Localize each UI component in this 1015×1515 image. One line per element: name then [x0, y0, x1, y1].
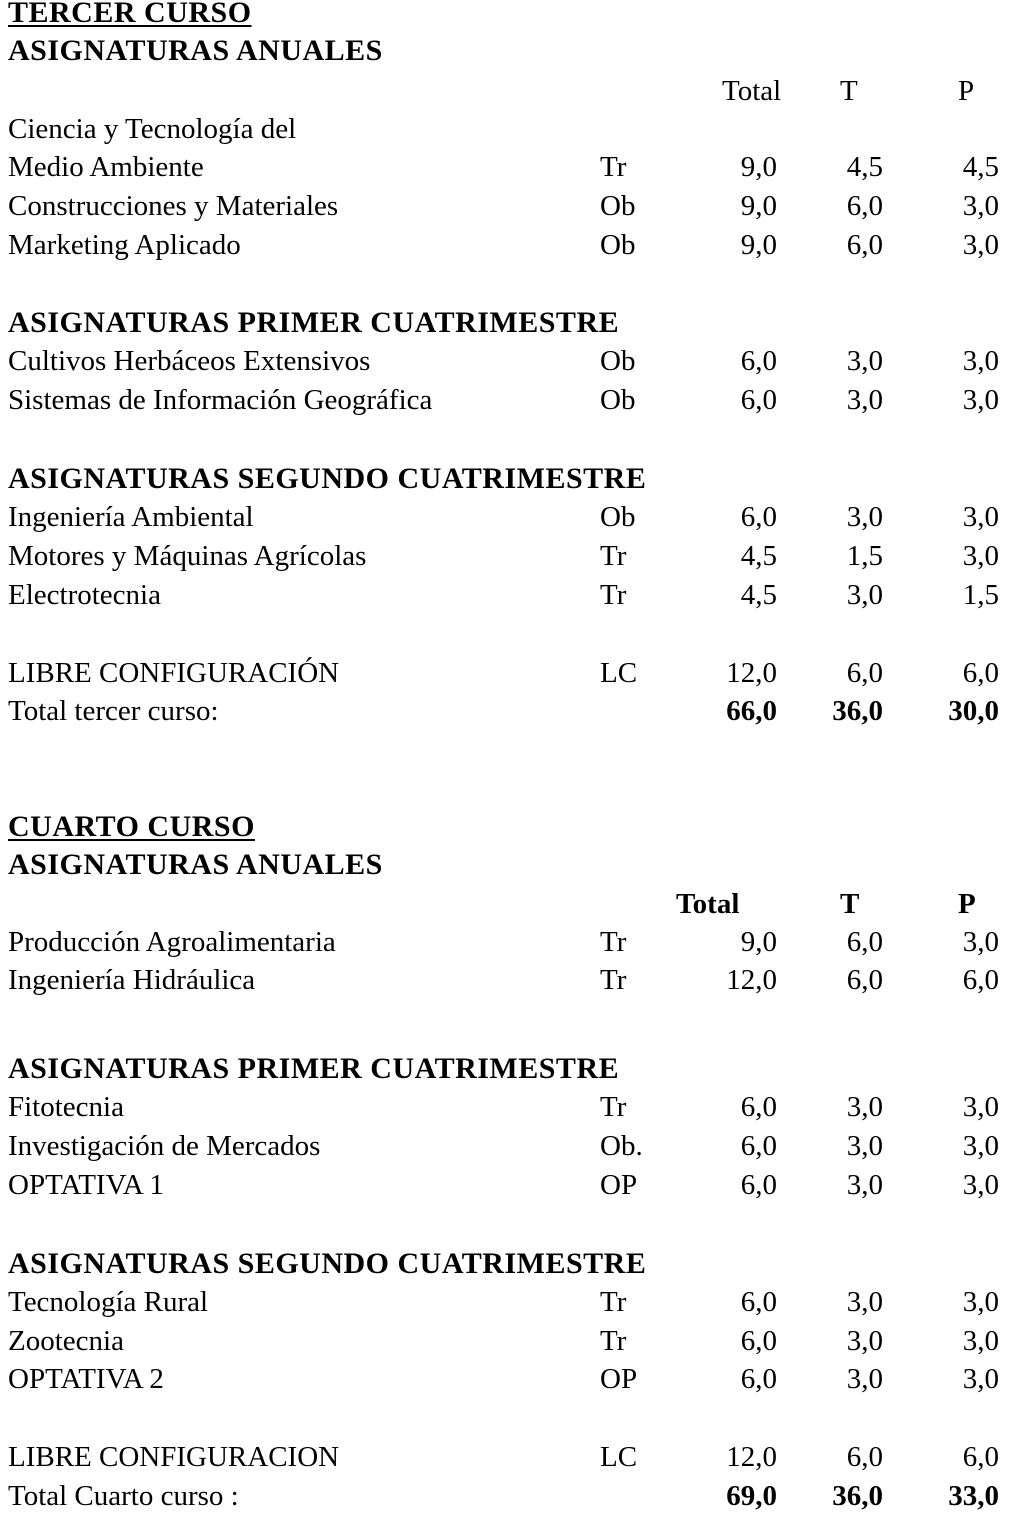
subject-type: Tr [600, 151, 627, 183]
subject-name: Cultivos Herbáceos Extensivos [8, 345, 371, 377]
subject-type: Ob [600, 190, 636, 222]
subject-name: Investigación de Mercados [8, 1130, 321, 1162]
subject-type: Ob [600, 501, 636, 533]
table-row [0, 576, 1015, 614]
cuarto-primer-heading: ASIGNATURAS PRIMER CUATRIMESTRE [8, 1052, 620, 1085]
tercer-curso-title: TERCER CURSO [8, 0, 252, 29]
table-row [0, 1166, 1015, 1204]
subject-name: LIBRE CONFIGURACION [8, 1441, 340, 1473]
subject-t: 6,0 [846, 229, 883, 261]
column-total: Total [676, 888, 740, 920]
subject-name: Fitotecnia [8, 1091, 124, 1123]
table-row [0, 381, 1015, 419]
subject-t: 3,0 [846, 501, 883, 533]
subject-p: 3,0 [962, 540, 999, 572]
subject-total: 6,0 [740, 384, 777, 416]
table-row [0, 110, 1015, 148]
subject-t: 6,0 [846, 190, 883, 222]
subject-total: 6,0 [740, 1130, 777, 1162]
total-t: 36,0 [832, 1480, 883, 1512]
subject-total: 4,5 [740, 540, 777, 572]
subject-t: 3,0 [846, 345, 883, 377]
subject-p: 3,0 [962, 345, 999, 377]
table-row [0, 1322, 1015, 1360]
cuarto-segundo-heading: ASIGNATURAS SEGUNDO CUATRIMESTRE [8, 1247, 647, 1280]
subject-type: Tr [600, 964, 627, 996]
table-row [0, 148, 1015, 186]
total-p: 33,0 [948, 1480, 999, 1512]
subject-type: OP [600, 1363, 638, 1395]
subject-t: 1,5 [846, 540, 883, 572]
cuarto-column-header [0, 885, 1015, 923]
subject-name: Producción Agroalimentaria [8, 926, 336, 958]
subject-total: 6,0 [740, 1325, 777, 1357]
total-label: Total tercer curso: [8, 695, 219, 727]
cuarto-anuales-heading: ASIGNATURAS ANUALES [8, 848, 383, 881]
tercer-segundo-heading: ASIGNATURAS SEGUNDO CUATRIMESTRE [8, 462, 647, 495]
subject-total: 6,0 [740, 1169, 777, 1201]
subject-total: 12,0 [726, 657, 777, 689]
tercer-anuales-heading: ASIGNATURAS ANUALES [8, 34, 383, 67]
subject-p: 6,0 [962, 657, 999, 689]
subject-t: 3,0 [846, 1091, 883, 1123]
subject-p: 3,0 [962, 190, 999, 222]
table-row [0, 1127, 1015, 1165]
column-total: Total [722, 75, 782, 107]
subject-total: 9,0 [740, 190, 777, 222]
subject-type: Tr [600, 1286, 627, 1318]
subject-p: 3,0 [962, 1325, 999, 1357]
table-row [0, 537, 1015, 575]
column-t: T [840, 888, 860, 920]
subject-name: Ciencia y Tecnología del [8, 113, 297, 145]
total-t: 36,0 [832, 695, 883, 727]
subject-p: 3,0 [962, 384, 999, 416]
table-row [0, 498, 1015, 536]
table-row [0, 342, 1015, 380]
subject-t: 3,0 [846, 1325, 883, 1357]
subject-p: 3,0 [962, 1130, 999, 1162]
subject-total: 6,0 [740, 1091, 777, 1123]
subject-type: Ob [600, 384, 636, 416]
subject-total: 4,5 [740, 579, 777, 611]
subject-p: 6,0 [962, 1441, 999, 1473]
total-value: 66,0 [726, 695, 777, 727]
subject-t: 3,0 [846, 1363, 883, 1395]
tercer-primer-heading: ASIGNATURAS PRIMER CUATRIMESTRE [8, 306, 620, 339]
table-row [0, 1088, 1015, 1126]
subject-t: 3,0 [846, 1169, 883, 1201]
subject-t: 6,0 [846, 1441, 883, 1473]
subject-type: OP [600, 1169, 638, 1201]
subject-t: 3,0 [846, 579, 883, 611]
subject-name: OPTATIVA 2 [8, 1363, 164, 1395]
subject-total: 12,0 [726, 1441, 777, 1473]
subject-p: 3,0 [962, 926, 999, 958]
total-value: 69,0 [726, 1480, 777, 1512]
table-row [0, 1283, 1015, 1321]
subject-t: 3,0 [846, 1130, 883, 1162]
total-row [0, 1477, 1015, 1515]
subject-name: Ingeniería Ambiental [8, 501, 254, 533]
subject-name: OPTATIVA 1 [8, 1169, 164, 1201]
subject-t: 6,0 [846, 657, 883, 689]
subject-type: Tr [600, 926, 627, 958]
table-row [0, 187, 1015, 225]
subject-type: Tr [600, 1325, 627, 1357]
subject-p: 4,5 [962, 151, 999, 183]
subject-name: Tecnología Rural [8, 1286, 209, 1318]
subject-p: 3,0 [962, 229, 999, 261]
subject-type: LC [600, 1441, 638, 1473]
subject-p: 3,0 [962, 501, 999, 533]
subject-p: 6,0 [962, 964, 999, 996]
subject-type: Tr [600, 540, 627, 572]
subject-p: 3,0 [962, 1169, 999, 1201]
subject-p: 3,0 [962, 1091, 999, 1123]
column-p: P [958, 75, 975, 107]
subject-type: Ob. [600, 1130, 643, 1162]
table-row [0, 961, 1015, 999]
subject-total: 9,0 [740, 229, 777, 261]
cuarto-curso-title: CUARTO CURSO [8, 810, 255, 843]
subject-name: Construcciones y Materiales [8, 190, 339, 222]
subject-total: 9,0 [740, 151, 777, 183]
table-row [0, 226, 1015, 264]
subject-type: Ob [600, 229, 636, 261]
subject-t: 6,0 [846, 926, 883, 958]
table-row [0, 923, 1015, 961]
subject-total: 6,0 [740, 345, 777, 377]
subject-t: 4,5 [846, 151, 883, 183]
table-row [0, 1360, 1015, 1398]
subject-name: Motores y Máquinas Agrícolas [8, 540, 367, 572]
total-p: 30,0 [948, 695, 999, 727]
tercer-column-header [0, 72, 1015, 110]
libre-configuracion-row [0, 1438, 1015, 1476]
subject-p: 1,5 [962, 579, 999, 611]
subject-total: 12,0 [726, 964, 777, 996]
column-t: T [840, 75, 858, 107]
subject-name: Medio Ambiente [8, 151, 204, 183]
subject-name: Sistemas de Información Geográfica [8, 384, 433, 416]
total-row [0, 692, 1015, 730]
subject-name: Electrotecnia [8, 579, 161, 611]
subject-name: Zootecnia [8, 1325, 124, 1357]
subject-t: 6,0 [846, 964, 883, 996]
subject-p: 3,0 [962, 1363, 999, 1395]
subject-t: 3,0 [846, 384, 883, 416]
subject-p: 3,0 [962, 1286, 999, 1318]
subject-total: 6,0 [740, 1286, 777, 1318]
libre-configuracion-row [0, 654, 1015, 692]
subject-total: 6,0 [740, 1363, 777, 1395]
subject-name: Ingeniería Hidráulica [8, 964, 256, 996]
subject-total: 9,0 [740, 926, 777, 958]
subject-t: 3,0 [846, 1286, 883, 1318]
subject-type: Ob [600, 345, 636, 377]
subject-name: LIBRE CONFIGURACIÓN [8, 657, 340, 689]
subject-name: Marketing Aplicado [8, 229, 241, 261]
subject-type: Tr [600, 1091, 627, 1123]
subject-type: LC [600, 657, 638, 689]
subject-total: 6,0 [740, 501, 777, 533]
total-label: Total Cuarto curso : [8, 1480, 239, 1512]
column-p: P [958, 888, 976, 920]
subject-type: Tr [600, 579, 627, 611]
